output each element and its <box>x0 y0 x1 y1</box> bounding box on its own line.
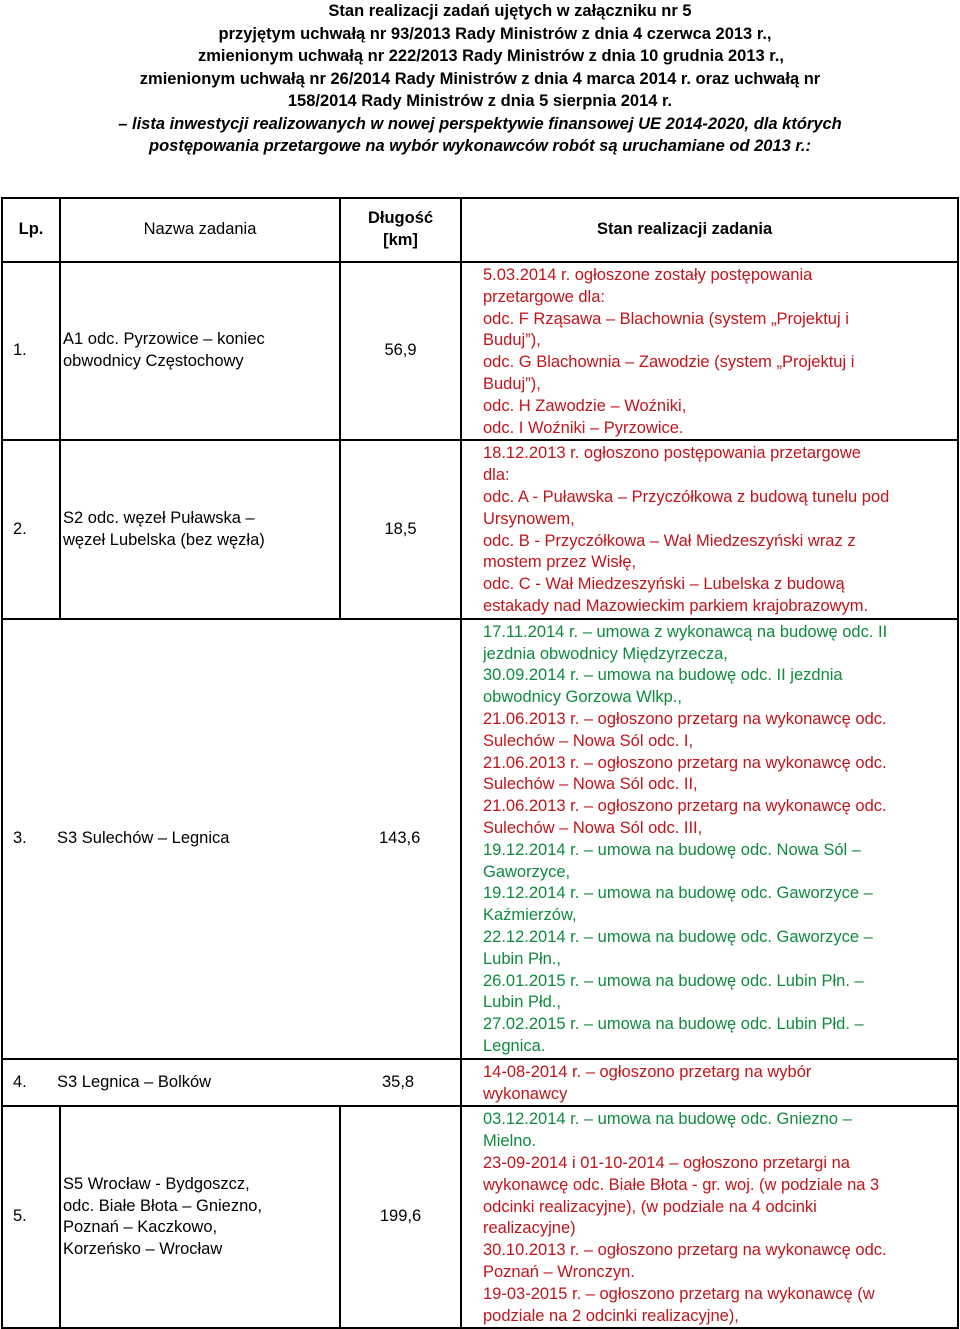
row-name-line: odc. Białe Błota – Gniezno, <box>63 1196 263 1215</box>
table-row <box>2 1059 958 1107</box>
status-line: podziale na 2 odcinki realizacyjne), <box>483 1306 739 1325</box>
status-line: odc. F Rząsawa – Blachownia (system „Projektuj i <box>483 309 849 328</box>
row-name-line: A1 odc. Pyrzowice – koniec <box>63 330 265 349</box>
row-length: 18,5 <box>340 440 461 618</box>
row-lp: 2. <box>2 440 60 618</box>
status-line: 19-03-2015 r. – ogłoszono przetarg na wykonawcę (w <box>483 1284 875 1303</box>
header-italic-line-2: postępowania przetargowe na wybór wykonawców robót są uruchamiane od 2013 r.: <box>149 137 811 155</box>
status-line: Ursynowem, <box>483 509 575 528</box>
row-status <box>461 1106 958 1328</box>
status-line: 03.12.2014 r. – umowa na budowę odc. Gniezno – <box>483 1110 852 1129</box>
header-line-4: zmienionym uchwałą nr 26/2014 Rady Ministrów z dnia 4 marca 2014 r. oraz uchwałą nr <box>139 69 821 88</box>
row-name: S3 Sulechów – Legnica <box>57 828 230 847</box>
status-line: Mielno. <box>483 1132 537 1151</box>
header-line-3: zmienionym uchwałą nr 222/2013 Rady Ministrów z dnia 10 grudnia 2013 r., <box>198 47 784 65</box>
status-line: obwodnicy Gorzowa Wlkp., <box>483 688 682 707</box>
row-name-line: Korzeńsko – Wrocław <box>63 1240 223 1259</box>
status-line: Lubin Płd., <box>483 993 561 1012</box>
row-length: 56,9 <box>340 262 461 440</box>
row-merged <box>2 619 461 1059</box>
status-line: dla: <box>483 466 510 485</box>
row-name-line: Poznań – Kaczkowo, <box>63 1218 218 1237</box>
status-line: 19.12.2014 r. – umowa na budowę odc. Nowa Sól – <box>483 840 861 859</box>
status-line: mostem przez Wisłę, <box>483 553 637 572</box>
status-line: odc. H Zawodzie – Woźniki, <box>483 396 687 415</box>
status-line: Lubin Płn., <box>483 949 561 968</box>
header-name: Nazwa zadania <box>60 198 340 262</box>
row-lp: 4. <box>13 1072 27 1091</box>
row-lp: 3. <box>13 828 27 847</box>
table-row <box>2 262 958 440</box>
status-line: 17.11.2014 r. – umowa z wykonawcą na budowę odc. II <box>483 622 888 641</box>
status-line: odc. A - Puławska – Przyczółkowa z budową tunelu pod <box>483 487 890 506</box>
status-line: wykonawcy <box>483 1084 568 1103</box>
row-name-line: S2 odc. węzeł Puławska – <box>63 508 255 527</box>
status-line: odc. C - Wał Miedzeszyński – Lubelska z budową <box>483 575 845 594</box>
status-line: 21.06.2013 r. – ogłoszono przetarg na wykonawcę odc. <box>483 797 887 816</box>
header-length-line-1: Długość <box>367 209 434 228</box>
row-status <box>461 440 958 618</box>
row-name-line: S5 Wrocław - Bydgoszcz, <box>63 1174 250 1193</box>
row-length: 35,8 <box>382 1072 415 1091</box>
status-line: odc. G Blachownia – Zawodzie (system „Projektuj i <box>483 353 855 372</box>
header-line-1: Stan realizacji zadań ujętych w załączniku nr 5 <box>328 2 692 20</box>
header-line-5: 158/2014 Rady Ministrów z dnia 5 sierpnia 2014 r. <box>287 92 673 110</box>
row-name <box>60 1106 340 1328</box>
row-lp: 5. <box>2 1106 60 1328</box>
status-line: 21.06.2013 r. – ogłoszono przetarg na wykonawcę odc. <box>483 709 887 728</box>
row-merged <box>2 1059 461 1107</box>
status-line: 27.02.2015 r. – umowa na budowę odc. Lubin Płd. – <box>483 1015 864 1034</box>
row-name-line: węzeł Lubelska (bez węzła) <box>63 530 265 549</box>
row-lp: 1. <box>2 262 60 440</box>
status-line: Kaźmierzów, <box>483 906 577 925</box>
header-line-2: przyjętym uchwałą nr 93/2013 Rady Ministrów z dnia 4 czerwca 2013 r., <box>218 24 772 43</box>
status-line: odc. I Woźniki – Pyrzowice. <box>483 418 684 437</box>
status-line: 26.01.2015 r. – umowa na budowę odc. Lubin Płn. – <box>483 971 864 990</box>
status-line: Sulechów – Nowa Sól odc. II, <box>483 775 698 794</box>
status-line: Legnica. <box>483 1036 546 1055</box>
status-line: Poznań – Wronczyn. <box>483 1262 635 1281</box>
row-name <box>60 440 340 618</box>
status-line: odc. B - Przyczółkowa – Wał Miedzeszyński wraz z <box>483 531 856 550</box>
status-line: Buduj”), <box>483 331 541 350</box>
header-length <box>340 198 461 262</box>
status-line: 30.10.2013 r. – ogłoszono przetarg na wykonawcę odc. <box>483 1241 887 1260</box>
row-status <box>461 1059 958 1107</box>
header-status: Stan realizacji zadania <box>461 198 958 262</box>
status-line: realizacyjne) <box>483 1219 576 1238</box>
status-line: jezdnia obwodnicy Międzyrzecza, <box>483 644 728 663</box>
row-name-line: obwodnicy Częstochowy <box>63 352 244 371</box>
header-lp: Lp. <box>2 198 60 262</box>
status-line: Sulechów – Nowa Sól odc. III, <box>483 818 703 837</box>
investment-table <box>1 197 959 1329</box>
status-line: 21.06.2013 r. – ogłoszono przetarg na wykonawcę odc. <box>483 753 887 772</box>
table-header-row <box>2 198 958 262</box>
document-header <box>0 0 960 158</box>
status-line: Gaworzyce, <box>483 862 571 881</box>
status-line: 30.09.2014 r. – umowa na budowę odc. II jezdnia <box>483 666 843 685</box>
table-row <box>2 440 958 618</box>
table-row <box>2 619 958 1059</box>
status-line: odcinki realizacyjne), (w podziale na 4 odcinki <box>483 1197 817 1216</box>
status-line: 18.12.2013 r. ogłoszono postępowania przetargowe <box>483 444 861 463</box>
status-line: 5.03.2014 r. ogłoszone zostały postępowania <box>483 266 813 284</box>
status-line: wykonawcę odc. Białe Błota - gr. woj. (w podziale na 3 <box>483 1175 880 1194</box>
status-line: estakady nad Mazowieckim parkiem krajobrazowym. <box>483 596 869 615</box>
header-length-line-2: [km] <box>383 231 418 249</box>
status-line: 23-09-2014 i 01-10-2014 – ogłoszono przetargi na <box>483 1153 850 1172</box>
status-line: 19.12.2014 r. – umowa na budowę odc. Gaworzyce – <box>483 884 873 903</box>
status-line: 14-08-2014 r. – ogłoszono przetarg na wybór <box>483 1062 812 1081</box>
row-length: 199,6 <box>340 1106 461 1328</box>
status-line: 22.12.2014 r. – umowa na budowę odc. Gaworzyce – <box>483 927 873 946</box>
table-row <box>2 1106 958 1328</box>
status-line: przetargowe dla: <box>483 287 605 306</box>
header-italic-line-1: – lista inwestycji realizowanych w nowej perspektywie finansowej UE 2014-2020, dla których <box>118 114 842 133</box>
status-line: Sulechów – Nowa Sól odc. I, <box>483 731 694 750</box>
row-status <box>461 619 958 1059</box>
row-status <box>461 262 958 440</box>
row-name: S3 Legnica – Bolków <box>57 1072 212 1091</box>
status-line: Buduj”), <box>483 374 541 393</box>
row-length: 143,6 <box>379 828 421 847</box>
row-name <box>60 262 340 440</box>
